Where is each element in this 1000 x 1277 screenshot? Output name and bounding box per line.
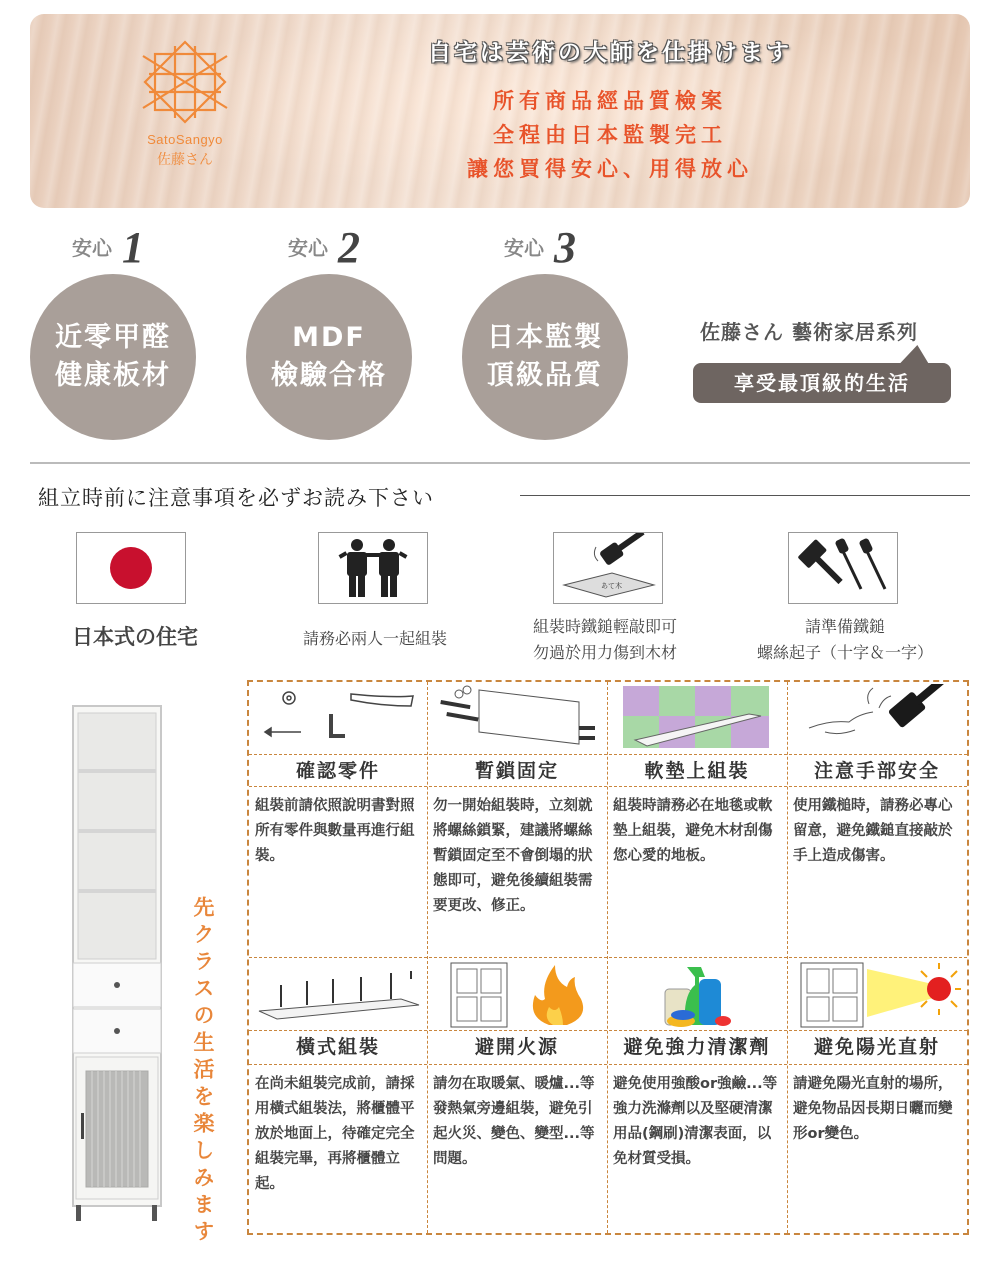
- tools-icon: [788, 532, 898, 604]
- tip-title: 確認零件: [295, 760, 380, 782]
- tip-title: 橫式組裝: [295, 1036, 380, 1058]
- two-people-icon: [318, 532, 428, 604]
- notice-caption-1: [40, 624, 230, 650]
- feature-number: 2: [338, 223, 360, 272]
- divider: [30, 462, 970, 464]
- caption-line: 請務必兩人一起組裝: [302, 629, 447, 648]
- banner-title: 自宅は芸術の大師を仕掛けます: [428, 40, 792, 66]
- japan-flag-icon: [76, 532, 186, 604]
- caption-line: 組裝時鐵鎚輕敲即可: [532, 617, 677, 636]
- caption-line: 螺絲起子（十字＆一字）: [756, 643, 933, 662]
- feature-number: 3: [554, 223, 576, 272]
- side-tagline: 先クラスの生活を楽しみます: [191, 896, 215, 1247]
- tip-title: 避免強力清潔劑: [623, 1036, 771, 1058]
- tip-text: 組裝時請務必在地毯或軟墊上組裝，避免木材刮傷您心愛的地板。: [613, 798, 773, 864]
- tip-title: 軟墊上組裝: [644, 760, 750, 782]
- notice-caption-2: [270, 626, 480, 652]
- feature-text: 近零甲醛: [55, 322, 171, 353]
- tip-title: 注意手部安全: [813, 760, 940, 782]
- fire-icon: [429, 959, 605, 1029]
- board-label: あて木: [601, 582, 622, 590]
- notice-caption-4: [725, 614, 965, 666]
- mallet-icon: [553, 532, 663, 604]
- feature-label: 安心: [504, 236, 544, 260]
- logo-english: SatoSangyo: [147, 132, 223, 147]
- feature-text: MDF: [292, 322, 366, 353]
- feature-number: 1: [122, 223, 144, 272]
- tip-text: 在尚未組裝完成前，請採用橫式組裝法，將櫃體平放於地面上，待確定完全組裝完畢，再將櫃體立起。: [255, 1076, 415, 1192]
- feature-text: 頂級品質: [487, 360, 603, 391]
- feature-label: 安心: [288, 236, 328, 260]
- assembly-tips-grid: [247, 680, 969, 1235]
- board-icon: [251, 959, 425, 1029]
- feature-text: 檢驗合格: [271, 360, 387, 391]
- tip-text: 避免使用強酸or強鹼...等強力洗滌劑以及堅硬清潔用品(鋼刷)清潔表面，以免材質受損。: [613, 1076, 778, 1167]
- caption-line: 勿過於用力傷到木材: [532, 643, 677, 662]
- banner-line: 所有商品經品質檢案: [493, 89, 727, 113]
- tip-title: 避開火源: [474, 1036, 559, 1058]
- grid-divider: [249, 1030, 967, 1031]
- caption-line: 日本式の住宅: [72, 625, 198, 649]
- feature-text: 健康板材: [55, 360, 171, 391]
- product-cabinet-image: [72, 705, 164, 1223]
- mat-icon: [609, 684, 785, 752]
- notice-title: 組立時前に注意事項を必ずお読み下さい: [38, 482, 448, 512]
- logo-japanese: 佐藤さん: [157, 152, 213, 168]
- banner-line: 讓您買得安心、用得放心: [467, 157, 753, 181]
- banner-slogans: [420, 84, 800, 186]
- grid-divider: [249, 786, 967, 787]
- tip-text: 組裝前請依照說明書對照所有零件與數量再進行組裝。: [255, 798, 415, 864]
- feature-text: 日本監製: [487, 322, 603, 353]
- cleaner-icon: [609, 959, 785, 1029]
- series-title: 佐藤さん 藝術家居系列: [700, 320, 918, 344]
- brand-logo: [130, 36, 240, 169]
- slogan-text: 享受最頂級的生活: [693, 363, 951, 403]
- sun-icon: [789, 959, 965, 1029]
- feature-circle: [30, 274, 196, 440]
- feature-circle: [462, 274, 628, 440]
- caption-line: 請準備鐵鎚: [804, 617, 885, 636]
- tip-text: 請勿在取暖氣、暖爐...等發熱氣旁邊組裝，避免引起火災、變色、變型...等問題。: [433, 1076, 595, 1167]
- notice-caption-3: [500, 614, 710, 666]
- logo-emblem-icon: [137, 36, 233, 128]
- tip-text: 勿一開始組裝時，立刻就將螺絲鎖緊，建議將螺絲暫鎖固定至不會倒塌的狀態即可，避免後續組裝需要更改、修正。: [433, 798, 593, 914]
- feature-2: [246, 223, 421, 442]
- feature-3: [462, 223, 637, 442]
- tip-title: 暫鎖固定: [474, 760, 559, 782]
- screws-icon: [429, 684, 605, 752]
- section-rule: [520, 495, 970, 496]
- hand-hammer-icon: [789, 684, 965, 752]
- banner: [30, 14, 970, 208]
- tip-text: 請避免陽光直射的場所，避免物品因長期日曬而變形or變色。: [793, 1076, 953, 1142]
- grid-divider: [249, 1064, 967, 1065]
- grid-divider: [249, 754, 967, 755]
- feature-1: [30, 223, 205, 442]
- parts-icon: [251, 684, 425, 752]
- grid-divider: [249, 957, 967, 958]
- feature-circle: [246, 274, 412, 440]
- banner-line: 全程由日本監製完工: [493, 123, 727, 147]
- tip-title: 避免陽光直射: [813, 1036, 940, 1058]
- slogan-bubble: [693, 345, 953, 405]
- tip-text: 使用鐵槌時，請務必專心留意，避免鐵鎚直接敲於手上造成傷害。: [793, 798, 953, 864]
- feature-label: 安心: [72, 236, 112, 260]
